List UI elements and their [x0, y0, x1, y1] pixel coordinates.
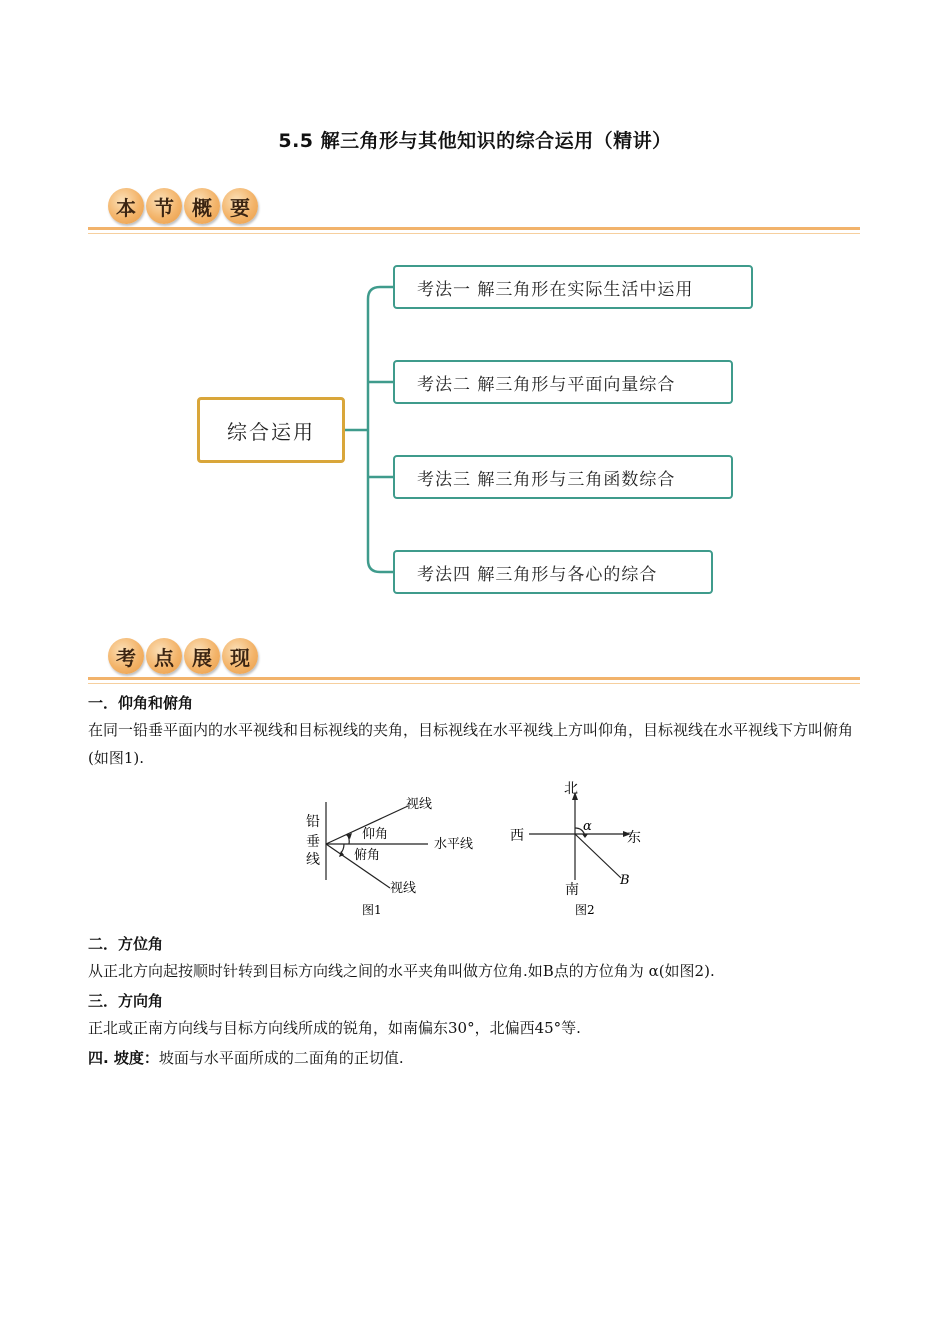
mindmap-branch-1: 考法一 解三角形在实际生活中运用 [393, 265, 753, 309]
figure2-caption: 图2 [575, 903, 595, 917]
banner-chip: 现 [222, 638, 258, 674]
label-vertical-2: 垂 [306, 834, 320, 850]
label-horizontal-line: 水平线 [434, 837, 474, 852]
label-elevation-angle: 仰角 [362, 827, 389, 842]
section-heading-direction: 三．方向角 [88, 992, 164, 1010]
label-west: 西 [510, 828, 524, 844]
figure1-caption: 图1 [362, 903, 382, 917]
mindmap-branch-4: 考法四 解三角形与各心的综合 [393, 550, 713, 594]
page-title: 5.5 解三角形与其他知识的综合运用（精讲） [278, 130, 672, 152]
section-text-direction: 正北或正南方向线与目标方向线所成的锐角，如南偏东30°，北偏西45°等. [88, 1019, 581, 1037]
figure-bearing [505, 776, 655, 922]
banner-rule [88, 677, 860, 680]
banner-chip: 点 [146, 638, 182, 674]
mindmap-connectors [0, 0, 950, 640]
section-heading-bearing: 二．方位角 [88, 935, 164, 953]
label-vertical-1: 铅 [306, 814, 320, 830]
label-north: 北 [564, 781, 578, 797]
label-point-b: B [620, 873, 630, 888]
label-alpha: α [583, 819, 592, 834]
label-depression-angle: 俯角 [354, 848, 381, 863]
label-south: 南 [565, 882, 579, 898]
banner-chip: 展 [184, 638, 220, 674]
mindmap-branch-3: 考法三 解三角形与三角函数综合 [393, 455, 733, 499]
banner-chip: 概 [184, 188, 220, 224]
label-east: 东 [627, 830, 641, 846]
banner-chip: 节 [146, 188, 182, 224]
label-vertical-3: 线 [306, 852, 320, 868]
section-banner-points [88, 636, 860, 684]
section-text-slope: 坡面与水平面所成的二面角的正切值. [158, 1049, 404, 1067]
figure-elevation-depression [300, 780, 500, 920]
section-text-bearing: 从正北方向起按顺时针转到目标方向线之间的水平夹角叫做方位角.如B点的方位角为 α(如图2). [88, 962, 715, 980]
label-sight-up: 视线 [406, 797, 433, 812]
mindmap-branch-2: 考法二 解三角形与平面向量综合 [393, 360, 733, 404]
section-text-elevation: 在同一铅垂平面内的水平视线和目标视线的夹角，目标视线在水平视线上方叫仰角，目标视线在水平视线下方叫俯角(如图1). [88, 721, 854, 767]
banner-chip: 考 [108, 638, 144, 674]
label-sight-down: 视线 [390, 881, 417, 896]
section-heading-elevation: 一．仰角和俯角 [88, 694, 194, 712]
section-slope [88, 1044, 868, 1072]
section-heading-slope: 四. 坡度： [88, 1049, 159, 1067]
banner-chip: 本 [108, 188, 144, 224]
mindmap-root: 综合运用 [197, 397, 345, 463]
banner-chip: 要 [222, 188, 258, 224]
